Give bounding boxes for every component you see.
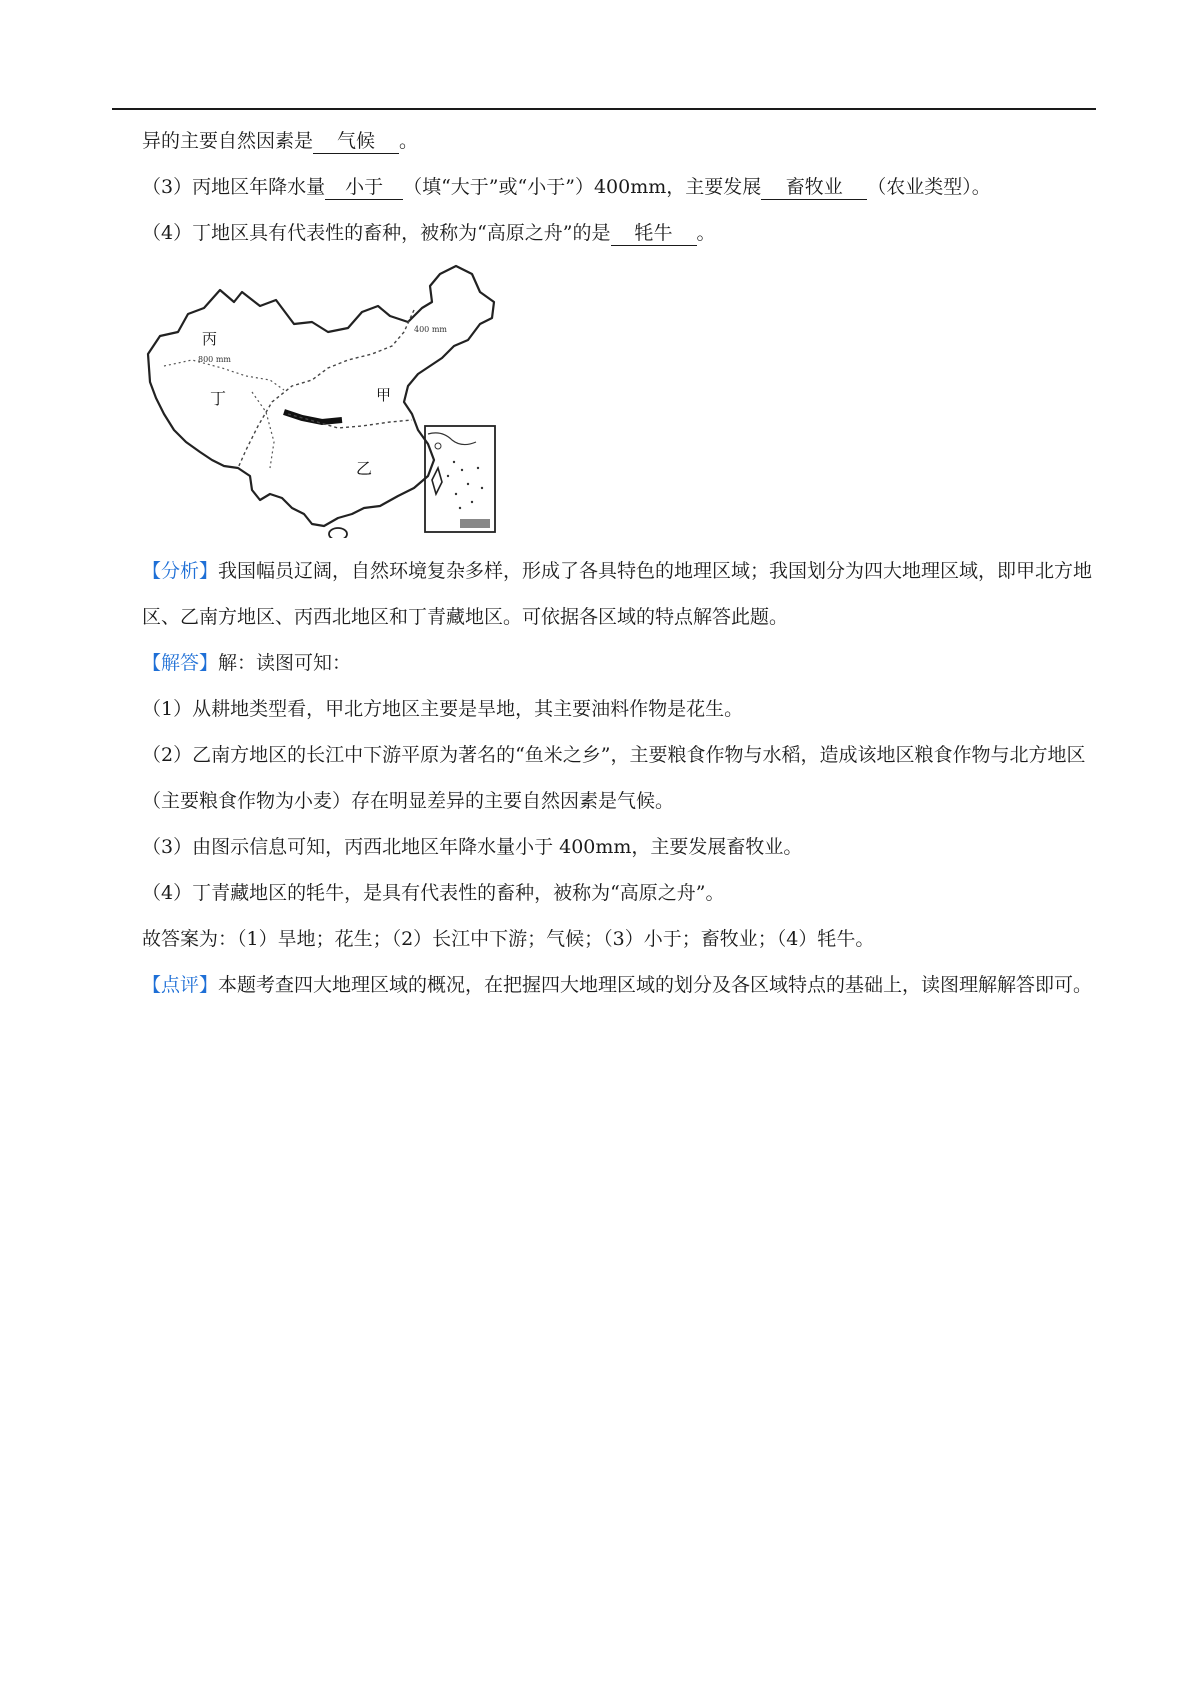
china-region-map <box>142 262 1097 538</box>
review-text: 本题考查四大地理区域的概况，在把握四大地理区域的划分及各区域特点的基础上，读图理解解答即可。 <box>218 974 1093 996</box>
q4-line <box>142 210 1097 256</box>
analysis-tag: 【分析】 <box>142 560 219 582</box>
solution-item-4: （4）丁青藏地区的牦牛，是具有代表性的畜种，被称为“高原之舟”。 <box>142 882 725 904</box>
q3-line <box>142 164 1097 210</box>
q2-tail-line <box>142 118 1097 164</box>
solution-intro: 解：读图可知： <box>218 652 352 674</box>
china-outline <box>148 266 494 526</box>
inset-coast <box>428 433 476 445</box>
region-boundary-qz <box>252 392 274 468</box>
solution-item-1: （1）从耕地类型看，甲北方地区主要是旱地，其主要油料作物是花生。 <box>142 698 744 720</box>
q2-suffix: 。 <box>399 130 419 152</box>
analysis-paragraph <box>142 548 1097 640</box>
solution-item-3: （3）由图示信息可知，丙西北地区年降水量小于 400mm，主要发展畜牧业。 <box>142 836 803 858</box>
q3-answer1-blank: 小于 <box>325 175 403 200</box>
header-rule <box>112 108 1096 110</box>
label-ding: 丁 <box>210 389 227 408</box>
q3-middle: （填“大于”或“小于”）400mm，主要发展 <box>403 176 762 198</box>
inset-caption-box <box>460 519 490 528</box>
label-800mm: 800 mm <box>198 355 231 364</box>
q3-answer2-blank: 畜牧业 <box>761 175 867 200</box>
q4-prefix: （4）丁地区具有代表性的畜种，被称为“高原之舟”的是 <box>142 222 611 244</box>
solution-final: 故答案为：（1）旱地；花生；（2）长江中下游；气候；（3）小于；畜牧业；（4）牦牛。 <box>142 928 875 950</box>
label-bing: 丙 <box>202 330 218 348</box>
inset-dots <box>447 461 483 509</box>
south-sea-inset <box>425 426 495 532</box>
label-yi: 乙 <box>356 459 373 478</box>
review-paragraph <box>142 962 1097 1008</box>
document-body <box>142 118 1097 1008</box>
china-map-svg <box>142 262 502 538</box>
solution-intro-line <box>142 640 1097 686</box>
q3-suffix: （农业类型）。 <box>867 176 991 198</box>
review-tag: 【点评】 <box>142 974 219 996</box>
hainan-island <box>329 528 347 538</box>
solution-tag: 【解答】 <box>142 652 219 674</box>
taiwan-island <box>432 468 442 494</box>
inset-island <box>435 443 441 449</box>
q2-prefix: 异的主要自然因素是 <box>142 130 314 152</box>
analysis-text: 我国幅员辽阔，自然环境复杂多样，形成了各具特色的地理区域；我国划分为四大地理区域，即甲北方地区、乙南方地区、丙西北地区和丁青藏地区。可依据各区域的特点解答此题。 <box>142 560 1093 628</box>
solution-item-2: （2）乙南方地区的长江中下游平原为著名的“鱼米之乡”，主要粮食作物与水稻，造成该地区粮食作物与北方地区（主要粮食作物为小麦）存在明显差异的主要自然因素是气候。 <box>142 744 1086 812</box>
label-jia: 甲 <box>376 386 392 404</box>
q3-prefix: （3）丙地区年降水量 <box>142 176 326 198</box>
q4-answer-blank: 牦牛 <box>611 221 697 246</box>
region-boundary-nw <box>164 360 284 390</box>
q4-suffix: 。 <box>696 222 716 244</box>
label-400mm: 400 mm <box>414 325 447 334</box>
q2-answer-blank: 气候 <box>313 129 399 154</box>
